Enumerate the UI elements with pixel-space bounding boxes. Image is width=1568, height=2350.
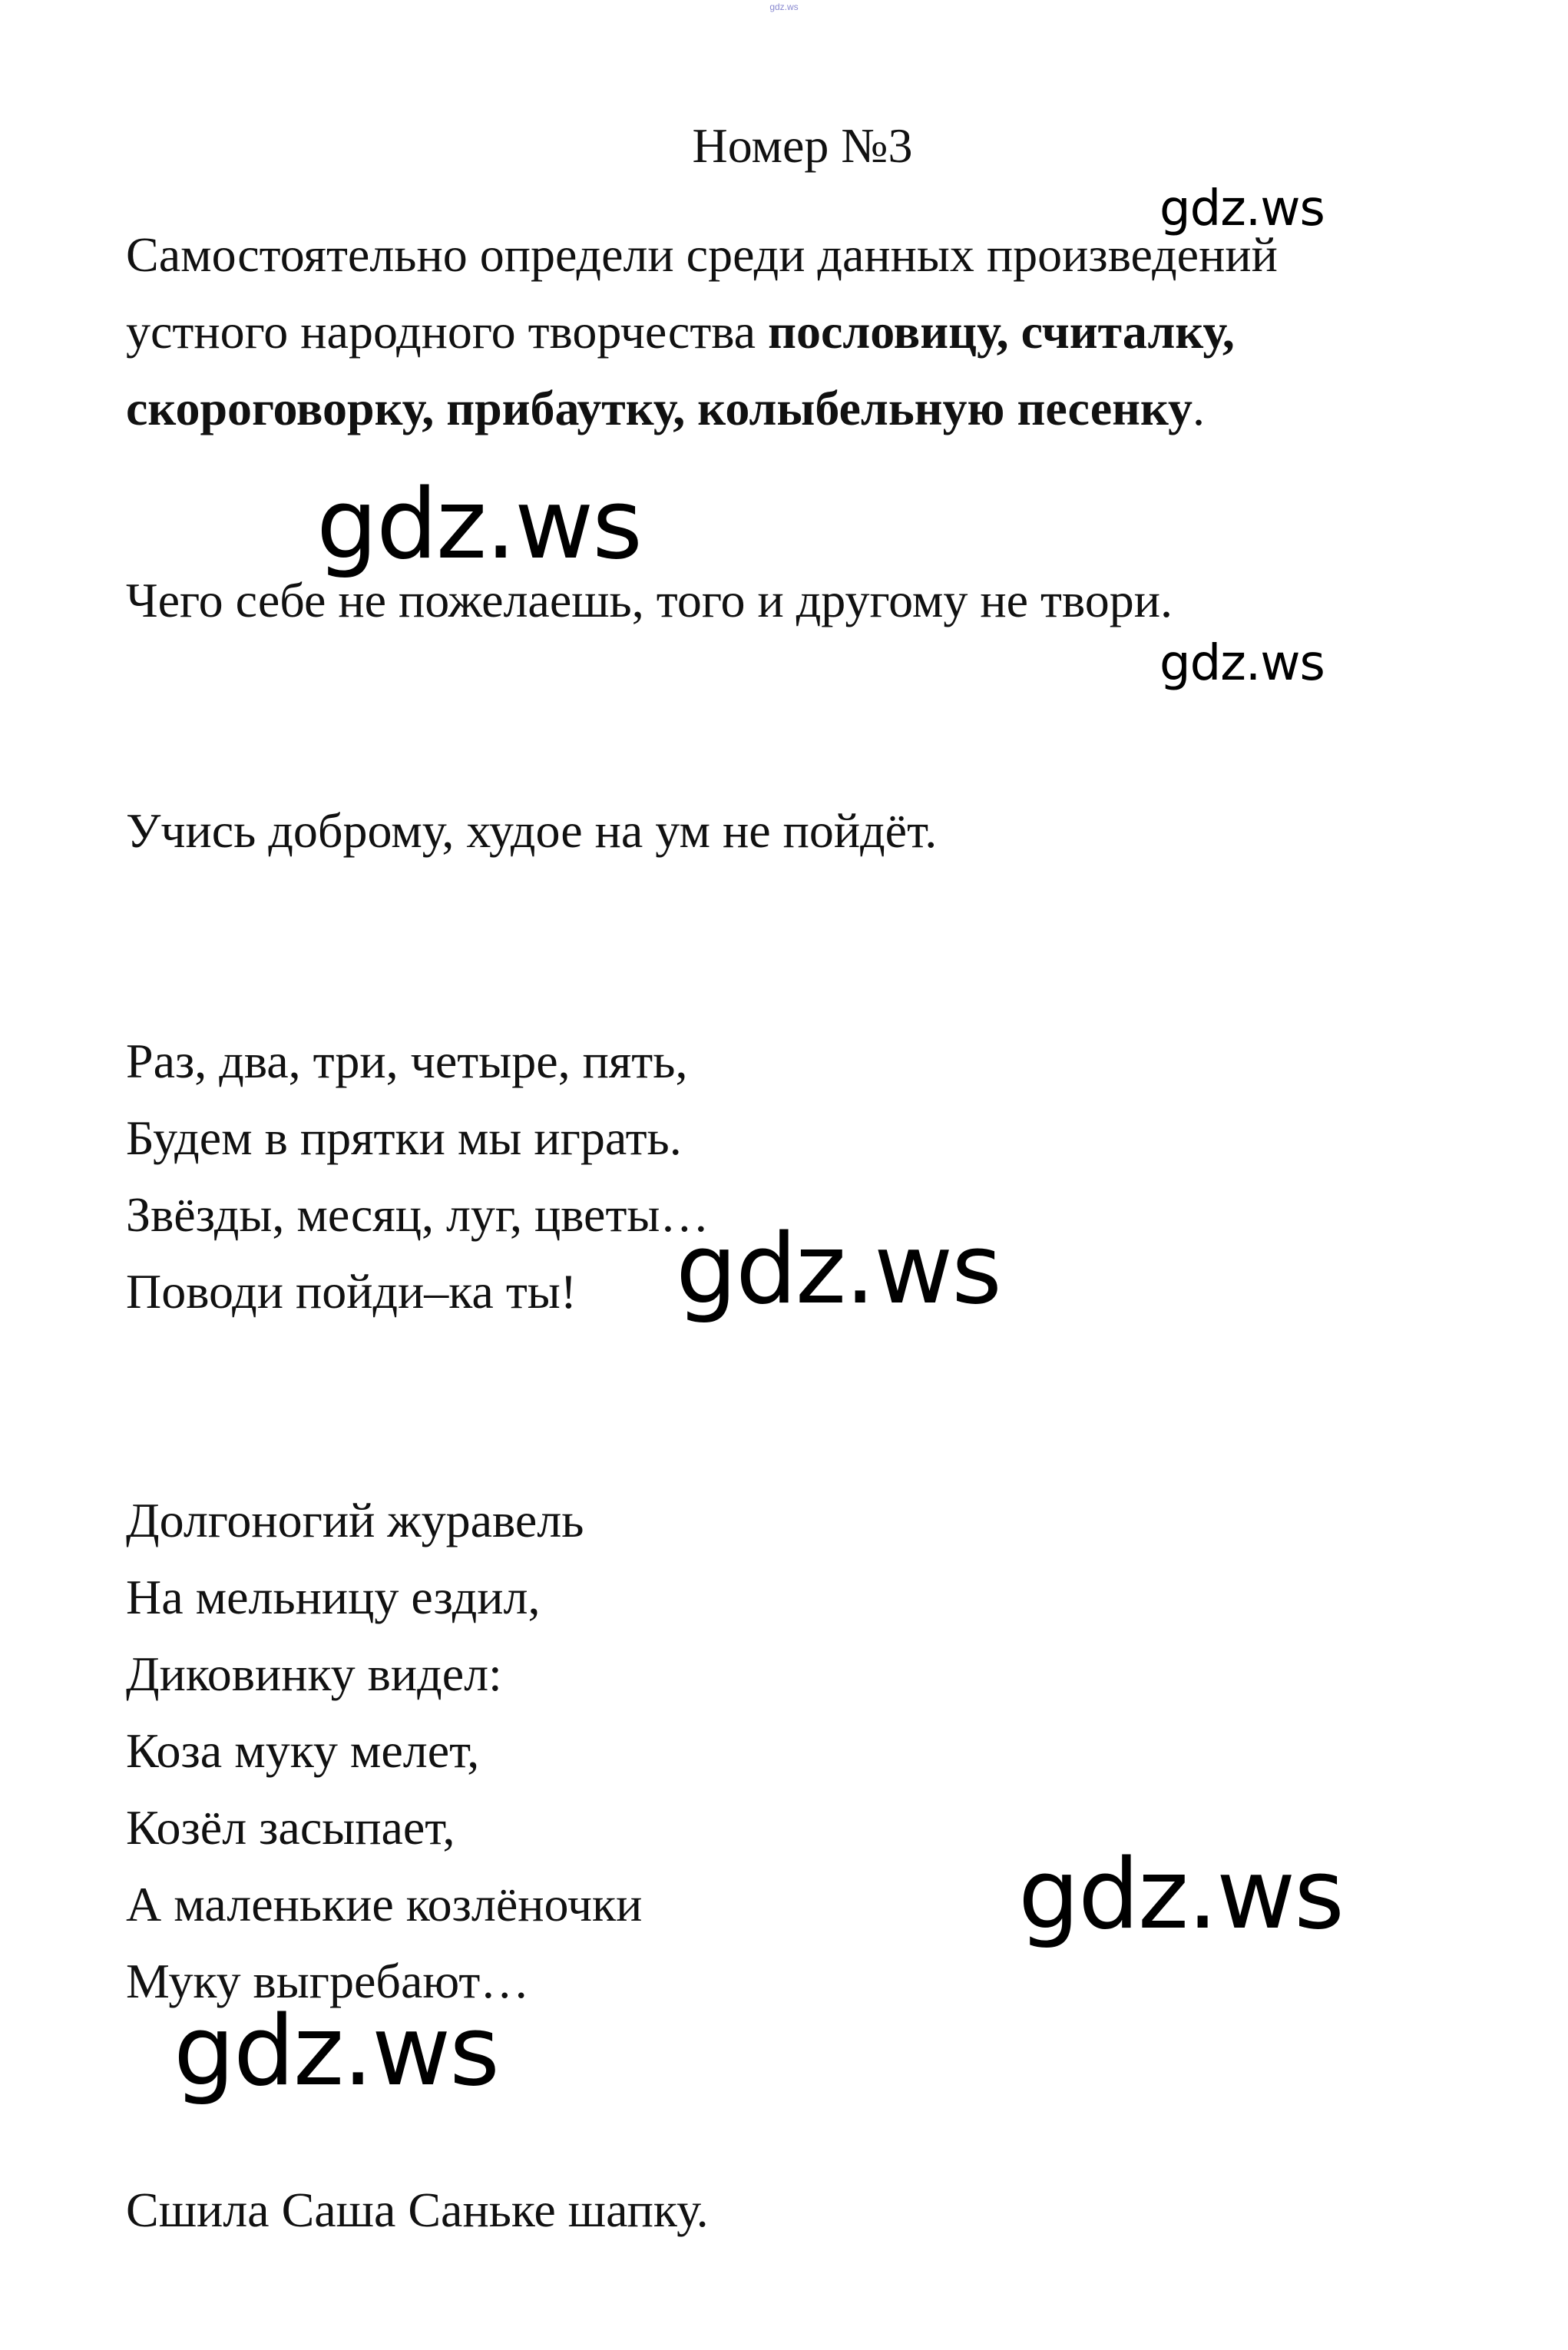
proverb-2: Учись доброму, худое на ум не пойдёт. bbox=[126, 803, 938, 858]
pribautka-line-5: Козёл засыпает, bbox=[126, 1800, 455, 1855]
pribautka-line-4: Коза муку мелет, bbox=[126, 1723, 480, 1778]
task-line-3-bold: скороговорку, прибаутку, колыбельную песенку bbox=[126, 381, 1193, 435]
watermark-large-3: gdz.ws bbox=[1018, 1838, 1343, 1951]
watermark-large-4: gdz.ws bbox=[174, 1994, 498, 2107]
counting-rhyme-line-1: Раз, два, три, четыре, пять, bbox=[126, 1034, 688, 1088]
pribautka-line-2: На мельницу ездил, bbox=[126, 1570, 541, 1624]
watermark-large-2: gdz.ws bbox=[676, 1213, 1001, 1326]
counting-rhyme-line-4: Поводи пойди–ка ты! bbox=[126, 1264, 577, 1319]
counting-rhyme-line-2: Будем в прятки мы играть. bbox=[126, 1110, 682, 1165]
watermark-small-2: gdz.ws bbox=[1159, 635, 1325, 692]
task-line-3-end: . bbox=[1192, 381, 1205, 435]
task-line-2-bold: пословицу, считалку, bbox=[768, 304, 1235, 359]
counting-rhyme-line-3: Звёзды, месяц, луг, цветы… bbox=[126, 1187, 710, 1242]
task-line-1: Самостоятельно определи среди данных произведений bbox=[126, 227, 1278, 282]
page-title: Номер №3 bbox=[692, 118, 913, 173]
task-line-3 bbox=[126, 378, 1205, 439]
pribautka-line-1: Долгоногий журавель bbox=[126, 1493, 584, 1547]
proverb-1: Чего себе не пожелаешь, того и другому не твори. bbox=[126, 573, 1173, 627]
tongue-twister: Сшила Саша Саньке шапку. bbox=[126, 2183, 709, 2237]
top-watermark: gdz.ws bbox=[769, 2, 799, 12]
task-line-2-plain: устного народного творчества bbox=[126, 304, 769, 359]
task-line-2 bbox=[126, 301, 1235, 362]
watermark-large-1: gdz.ws bbox=[316, 468, 641, 581]
watermark-small-1: gdz.ws bbox=[1159, 180, 1325, 237]
pribautka-line-7: Муку выгребают… bbox=[126, 1954, 530, 2008]
pribautka-line-3: Диковинку видел: bbox=[126, 1647, 502, 1701]
pribautka-line-6: А маленькие козлёночки bbox=[126, 1877, 643, 1931]
